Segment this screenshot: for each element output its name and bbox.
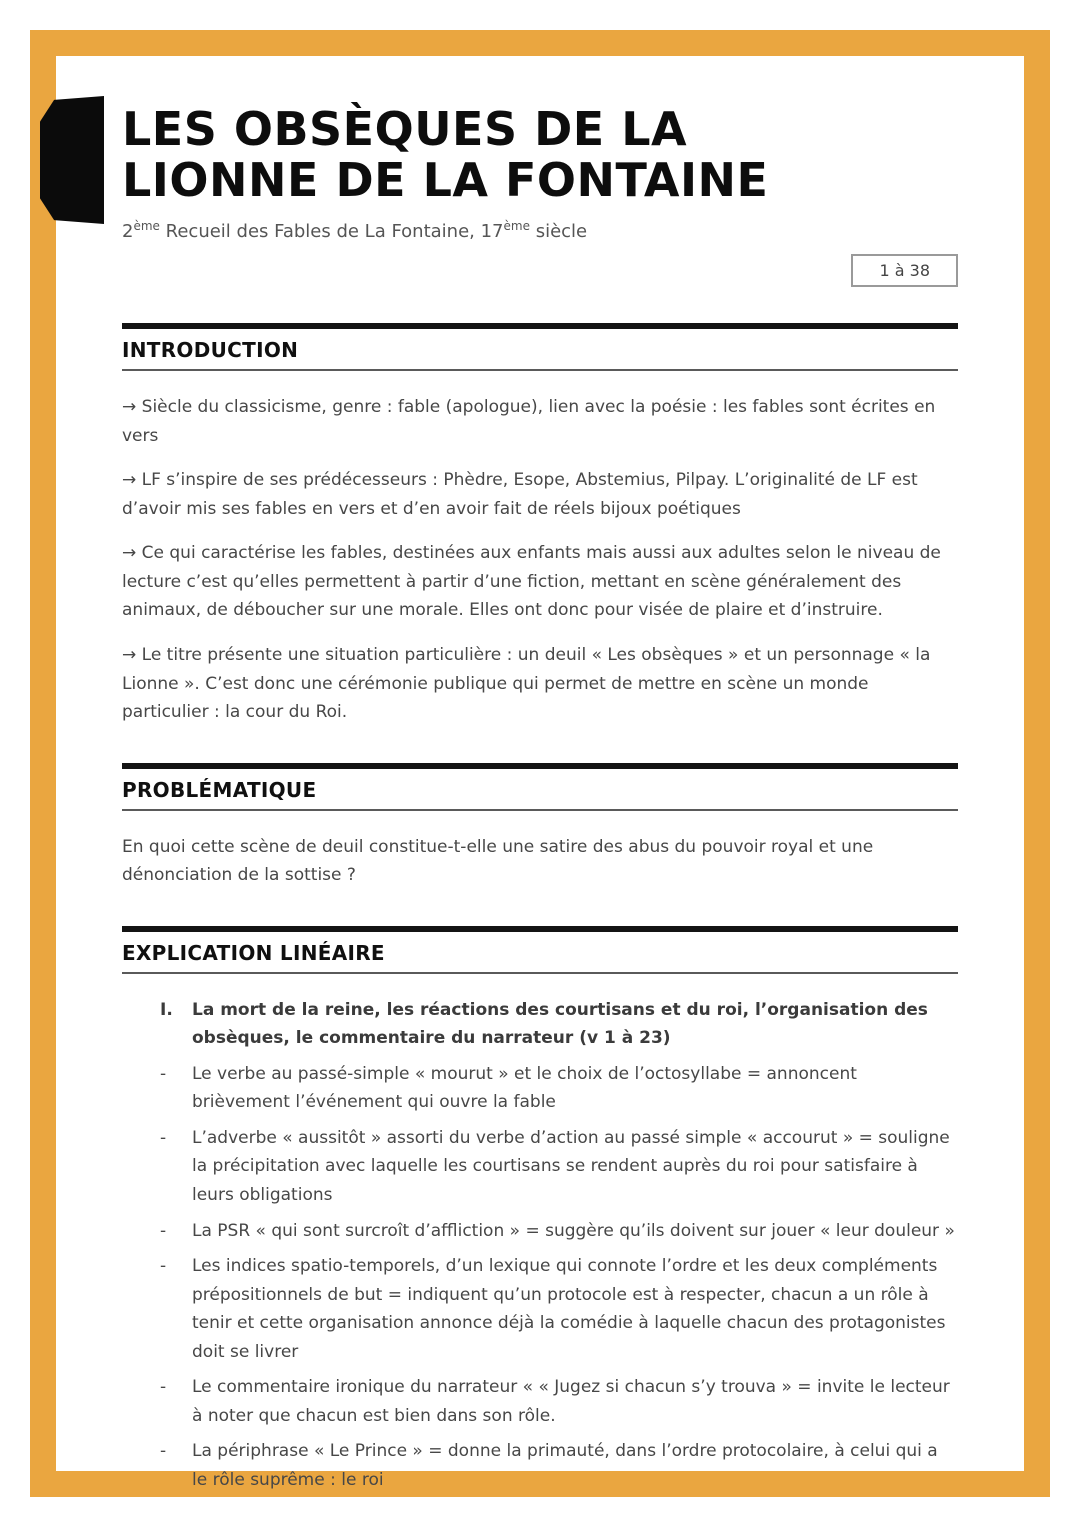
list-item-text: L’adverbe « aussitôt » assorti du verbe d’action au passé simple « accourut » = souligne la précipitation avec laquelle les courtisans se rendent auprès du roi pour satisfaire à leurs obligations <box>192 1127 950 1206</box>
paragraph: → Siècle du classicisme, genre : fable (apologue), lien avec la poésie : les fables sont écrites en vers <box>122 397 936 446</box>
section-problematique <box>122 763 958 890</box>
list-item <box>122 1373 958 1430</box>
paragraph: → Le titre présente une situation particulière : un deuil « Les obsèques » et un personnage « la Lionne ». C’est donc une cérémonie publique qui permet de mettre en scène un monde particulier : la cour du Roi. <box>122 645 931 723</box>
page-title <box>122 104 958 205</box>
subtitle-superscript: ème <box>133 219 160 234</box>
list-item <box>122 1217 958 1246</box>
page-content <box>56 56 1024 1490</box>
outline-number: I. <box>160 999 173 1020</box>
section-problematique-body <box>122 811 958 890</box>
paragraph: En quoi cette scène de deuil constitue-t-elle une satire des abus du pouvoir royal et une dénonciation de la sottise ? <box>122 836 874 886</box>
list-item <box>122 1252 958 1366</box>
section-problematique-header <box>122 763 958 811</box>
paragraph: → LF s’inspire de ses prédécesseurs : Phèdre, Esope, Abstemius, Pilpay. L’originalité de LF est d’avoir mis ses fables en vers et d’en avoir fait de réels bijoux poétiques <box>122 470 918 519</box>
outline-title: La mort de la reine, les réactions des courtisans et du roi, l’organisation des obsèques, le commentaire du narrateur (v 1 à 23) <box>192 999 928 1049</box>
list-item-text: Le verbe au passé-simple « mourut » et le choix de l’octosyllabe = annoncent brièvement l’événement qui ouvre la fable <box>192 1063 857 1113</box>
subtitle-part: Recueil des Fables de La Fontaine, 17 <box>159 221 504 243</box>
page-range-row <box>122 254 958 287</box>
list-item <box>122 1060 958 1117</box>
list-item <box>122 1437 958 1494</box>
page-range-box: 1 à 38 <box>851 254 958 287</box>
subtitle <box>122 219 958 242</box>
dash-bullet: - <box>160 1220 167 1241</box>
subtitle-superscript: ème <box>503 219 530 234</box>
section-explication <box>122 926 958 1495</box>
dash-bullet: - <box>160 1256 167 1277</box>
list-item <box>122 1124 958 1210</box>
list-item-text: La PSR « qui sont surcroît d’affliction » = suggère qu’ils doivent sur jouer « leur douleur » <box>192 1220 955 1241</box>
dash-bullet: - <box>160 1127 167 1148</box>
section-explication-body <box>122 974 958 1495</box>
list-item-text: Le commentaire ironique du narrateur « « Jugez si chacun s’y trouva » = invite le lecteur à noter que chacun est bien dans son rôle. <box>192 1377 950 1426</box>
section-introduction-body <box>122 371 958 726</box>
section-explication-header <box>122 926 958 974</box>
dash-bullet: - <box>160 1377 167 1398</box>
section-introduction-header <box>122 323 958 371</box>
outline-heading <box>122 996 958 1053</box>
paragraph: → Ce qui caractérise les fables, destinées aux enfants mais aussi aux adultes selon le niveau de lecture c’est qu’elles permettent à partir d’une fiction, mettant en scène généralement des animaux, de déboucher sur une morale. Elles ont donc pour visée de plaire et d’instruire. <box>122 543 941 621</box>
list-item-text: Les indices spatio-temporels, d’un lexique qui connote l’ordre et les deux compléments prépositionnels de but = indiquent qu’un protocole est à respecter, chacun a un rôle à tenir et cette organisation annonce déjà la comédie à laquelle chacun des protagonistes doit se livrer <box>192 1256 946 1362</box>
page-title-line2: LIONNE DE LA FONTAINE <box>122 152 769 207</box>
section-heading: INTRODUCTION <box>122 338 958 371</box>
section-heading: PROBLÉMATIQUE <box>122 778 958 811</box>
dash-bullet: - <box>160 1441 167 1462</box>
subtitle-part: siècle <box>529 221 588 243</box>
section-introduction <box>122 323 958 726</box>
subtitle-part: 2 <box>122 221 134 243</box>
list-item-text: La périphrase « Le Prince » = donne la primauté, dans l’ordre protocolaire, à celui qui a le rôle suprême : le roi <box>192 1441 938 1490</box>
page-title-line1: LES OBSÈQUES DE LA <box>122 102 688 156</box>
section-heading: EXPLICATION LINÉAIRE <box>122 941 958 974</box>
dash-bullet: - <box>160 1063 167 1084</box>
